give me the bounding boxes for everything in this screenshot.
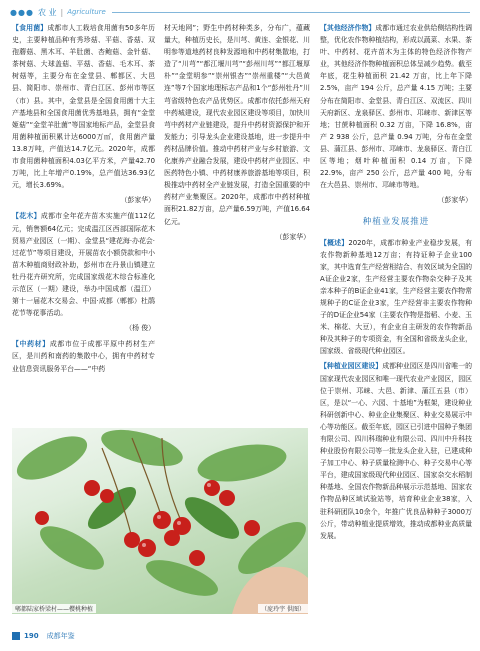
photo-caption: 郫都陆家桥梁村——樱桃种植 — [12, 604, 96, 613]
paragraph-overview — [320, 237, 472, 358]
paragraph-park — [320, 360, 472, 541]
column-middle — [164, 22, 310, 247]
cherry-illustration — [12, 428, 308, 614]
page-footer — [12, 630, 472, 642]
header-dots: ●●● — [10, 7, 34, 17]
header-rule — [112, 12, 470, 13]
signature: （彭家华） — [120, 196, 155, 205]
text-herbs: 成都市位于成都平原中药材生产区，是川药和南药的集散中心，拥有中药材专业信息资讯服务平台——“中药 — [12, 340, 156, 373]
paragraph-other-crops — [320, 22, 472, 191]
column-right — [320, 22, 472, 545]
signature: （杨 俊） — [125, 324, 155, 333]
tag-flowers: 【花木】 — [12, 212, 41, 221]
paragraph-flowers — [12, 210, 155, 319]
tag-park: 【种植业园区建设】 — [320, 362, 383, 371]
text-mushroom: 成都市人工栽培食用菌有50多年历史，主要种植品种有秀珍菇、平菇、香菇、双孢蘑菇、黑木耳、羊肚菌、杏鲍菇、金针菇、茶树菇、大球盖菇、平菇、香菇、毛木耳、茶树菇等，主要分布在金堂县、郫都区、大邑县、简阳市、崇州市、青白江区、彭州市等区（市）县。其中，金堂县是全国食用菌十大主产基地县和全国食用菌优秀基地县，拥有“金堂姬菇”“金堂羊肚菌”等国家地标产品，金堂县食用菌种植面积累计达6000万㎡，食用菌产量13.8万吨，产值达14.7亿元。2020年，成都市食用菌种植面积4.03亿平方米，产量42.70万吨，比上年增产0.19%，总产值达36.93亿元，增长3.69%。 — [12, 24, 155, 190]
tag-overview: 【概述】 — [320, 238, 349, 247]
text-overview: 2020年，成都市种业产业稳步发展，有农作物新种基地12万亩；有持证种子企业100家，其中选育生产经营相结合、有效区域为全国的A证企业2家，生产经营主要农作物杂交种子及其亲本种子的B证企业41家，生产经营主要农作物常规种子的C证企业3家，生产经营非主要农作物种子的D证企业54家（主要农作物是指稻、小麦、玉米、棉花、大豆），有企业自主研发的农作物新品种及其种子的专项资金，有全国和省级龙头企业，国家级、省级现代种业园区。 — [320, 238, 472, 356]
text-flowers: 成都市全年花卉苗木实施产值112亿元，销售额64亿元；完成温江区西部国际花木贸易产业园区（一期）、金堂县“建花海·办花会·过花节”等项目建设，开展苗农小额贷款和中小苗木种植商财政补助，彭州市在丹景山镇建立牡丹花卉研究所，完成国家级花木综合标准化示范区（一期）建设，举办中国成都（温江）第十一届花木交易会、中国·成都（郫都）杜鹃花节等花事活动。 — [12, 212, 155, 318]
text-other-crops: 成都市通过农业供给侧结构性调整，优化农作物种植结构，形成以蔬菜、水果、茶叶、中药材、花卉苗木为主体的特色经济作物产业，其他经济作物种植面积总体呈减少趋势。截至年底，花生种植面积 21.42 万亩，比上年下降 2.5%，亩产 194 公斤，总产量 4.15 万吨；主要分布在简阳市、金堂县、青白江区、双流区、四川天府新区、龙泉驿区、彭州市、邛崃市、新津区等地；甘蔗种植面积 0.32 万亩，下降 16.8%，亩产 2 938 公斤，总产量 0.94 万吨，分布在金堂县、蒲江县、彭州市、邛崃市、龙泉驿区、青白江区等地；烟叶种植面积 0.14 万亩，下降 22.9%，亩产 250 公斤，总产量 400 吨，分布在大邑县、崇州市、邛崃市等地。 — [320, 24, 473, 190]
page-header — [10, 5, 470, 19]
signature: （彭家华） — [275, 232, 310, 241]
signature: （彭家华） — [437, 196, 472, 205]
header-separator: | — [60, 7, 64, 17]
paragraph-mushroom — [12, 22, 155, 191]
section-label: 农 业 — [37, 7, 57, 17]
photo-caption-row — [12, 604, 308, 613]
section-heading: 种植业发展推进 — [362, 217, 430, 228]
paragraph-herbs — [12, 338, 155, 374]
footer-marker — [12, 632, 20, 640]
photo-credit: （庞玲宇 供图） — [258, 604, 308, 613]
tag-mushroom: 【食用菌】 — [12, 24, 48, 32]
cherry-photo — [12, 428, 308, 614]
tag-herbs: 【中药材】 — [12, 340, 50, 349]
page-number: 190 — [24, 632, 39, 640]
text-park: 成都种业园区是四川省唯一的国家现代农业园区和唯一现代农业产业园区，园区位于崇州、邛崃、大邑、新津、蒲江五县（市）区，是以“一心、六园、十基地”为框架，建设种业科研创新中心、种业企业集聚区、种业交易展示中心等功能区。截至年底，园区已引进中国种子集团有限公司、四川科瑞种业有限公司、四川中升科技种业股份有限公司等一批龙头企业入驻，已建成种子加工中心、种子质量检测中心、种子交易中心等平台，建成国家级现代种业园区、国家杂交水稻制种基地、全国农作物新品种展示示范基地、国家农作物品种区域试验站等，培育种业企业38家，入驻科研团队10余个，年推广优良品种种子3000万公斤，带动种植业提质增效，推动成都种业高质量发展。 — [320, 362, 473, 540]
tag-other-crops: 【其他经济作物】 — [320, 24, 376, 32]
section-english: Agriculture — [67, 8, 106, 16]
column-left — [12, 22, 155, 378]
paragraph-herbs-continued: 材天地网”；野生中药材种类多，分布广，蕴藏量大，种植历史长，是川芎、黄连、金银花、川明参等道地药材良种发源地和中药材集散地，打造了“川芎”“都江堰川芎”“彭州川芎”“都江堰厚朴”“金堂明参”“崇州银杏”“崇州重楼”“大邑黄连”等7个国家地理标志产品和1个“彭州牡丹”川芎省级特色农产品优势区。成都市依托彭州天府中药城建设，现代农业园区建设等项目，加快川芎中药材产业链建设，提升中药材资源保护和开发能力；引导龙头企业建设基地，进一步提升中药材品牌价值。推动中药材产业与乡村旅游、文化康养产业融合发展，建设中药材产业园区、中医药特色小镇、中药材康养旅游基地等项目，积极推动中药材全产业链发展，打造全国重要的中药材产业集聚区。2020年，成都市中药材种植面积21.82万亩，总产量6.59万吨，产值16.64亿元。 — [164, 24, 310, 226]
book-title: 成都年鉴 — [46, 632, 75, 640]
